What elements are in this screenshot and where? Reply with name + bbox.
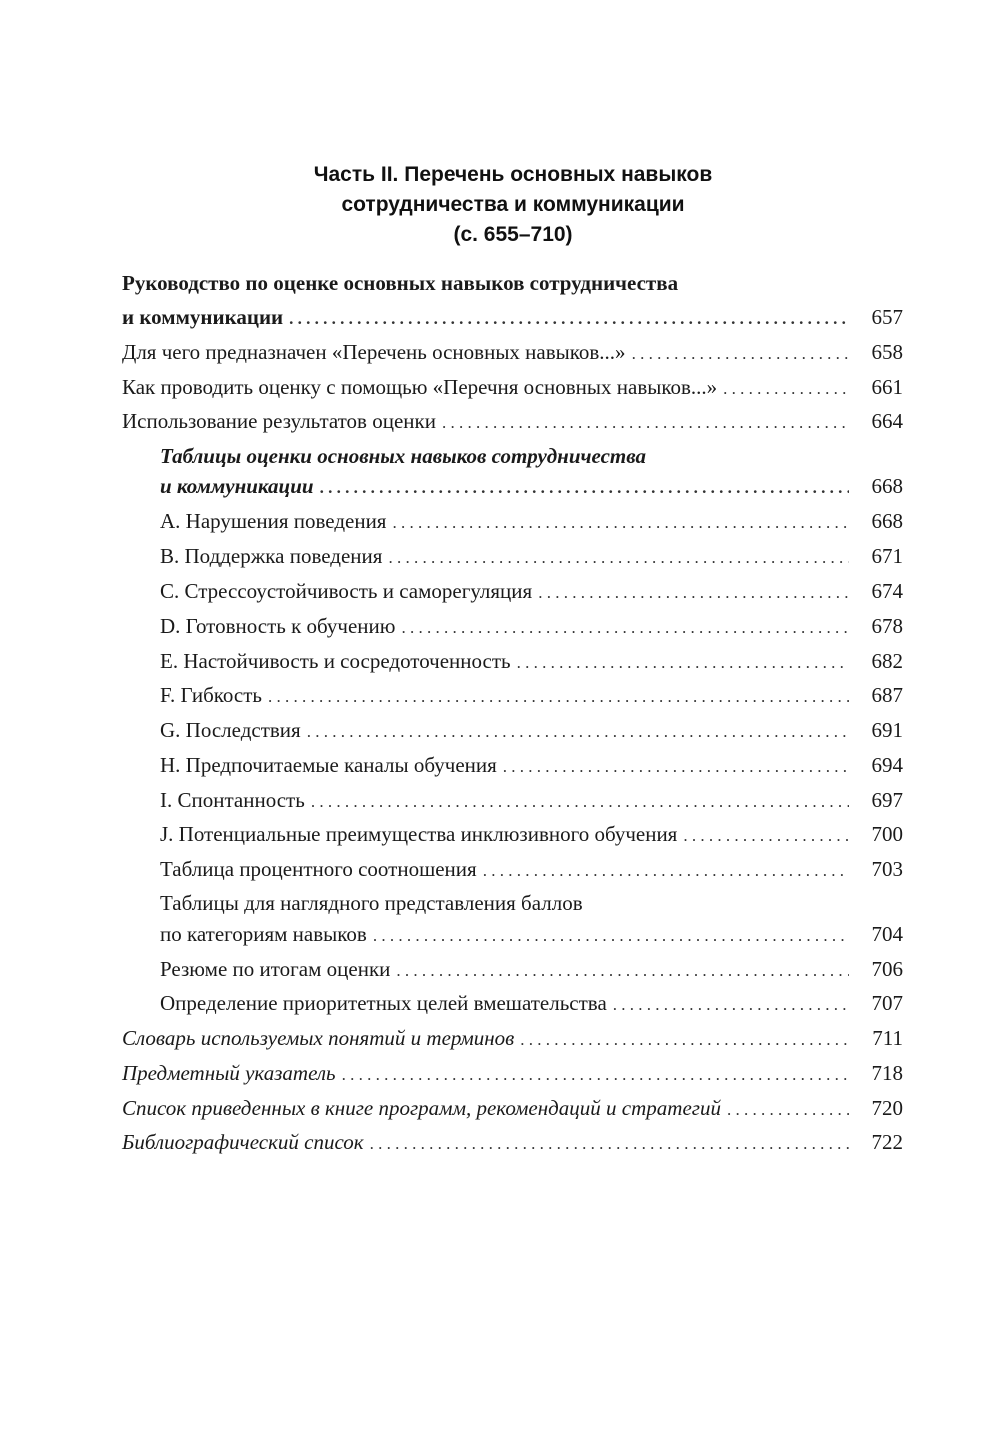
- dot-leader: [723, 372, 849, 406]
- toc-label: I. Спонтанность: [160, 788, 305, 812]
- page-number: 707: [871, 991, 903, 1015]
- toc-entry-b[interactable]: [160, 539, 903, 573]
- page-number: 668: [871, 474, 903, 498]
- toc-entry-guide[interactable]: [122, 300, 903, 334]
- dot-leader: [307, 715, 849, 749]
- page-number: 704: [871, 922, 903, 946]
- dot-leader: [311, 785, 849, 819]
- toc-label: Библиографический список: [122, 1130, 364, 1154]
- dot-leader: [401, 611, 849, 645]
- toc-label: J. Потенциальные преимущества инклюзивного обучения: [160, 822, 678, 846]
- dot-leader: [388, 541, 849, 575]
- page-number: 700: [871, 822, 903, 846]
- dot-leader: [320, 471, 849, 505]
- page-number: 668: [871, 509, 903, 533]
- toc-entry-a[interactable]: [160, 504, 903, 538]
- page-number: 718: [871, 1061, 903, 1085]
- page-number: 664: [871, 409, 903, 433]
- page-number: 674: [871, 579, 903, 603]
- toc-label: F. Гибкость: [160, 683, 262, 707]
- section-heading: [0, 160, 1000, 250]
- dot-leader: [517, 646, 849, 680]
- toc-label: Для чего предназначен «Перечень основных навыков...»: [122, 340, 626, 364]
- dot-leader: [268, 680, 849, 714]
- page-number: 682: [871, 649, 903, 673]
- page-number: 703: [871, 857, 903, 881]
- dot-leader: [483, 854, 849, 888]
- toc-entry-biblio[interactable]: [122, 1125, 903, 1159]
- dot-leader: [289, 302, 849, 336]
- page-number: 694: [871, 753, 903, 777]
- toc-visual-line1: Таблицы для наглядного представления баллов: [160, 891, 583, 915]
- dot-leader: [613, 988, 849, 1022]
- dot-leader: [520, 1023, 849, 1057]
- dot-leader: [392, 506, 849, 540]
- toc-entry-how[interactable]: [122, 370, 903, 404]
- toc-entry-f[interactable]: [160, 678, 903, 712]
- page-number: 720: [871, 1096, 903, 1120]
- page-number: 691: [871, 718, 903, 742]
- dot-leader: [727, 1093, 849, 1127]
- dot-leader: [396, 954, 849, 988]
- page-number: 687: [871, 683, 903, 707]
- toc-label: C. Стрессоустойчивость и саморегуляция: [160, 579, 533, 603]
- toc-label: Резюме по итогам оценки: [160, 957, 391, 981]
- toc-entry-c[interactable]: [160, 574, 903, 608]
- page-number: 706: [871, 957, 903, 981]
- toc-entry-d[interactable]: [160, 609, 903, 643]
- toc-guide-line1: Руководство по оценке основных навыков сотрудничества: [122, 271, 679, 295]
- dot-leader: [632, 337, 849, 371]
- toc-label: Использование результатов оценки: [122, 409, 436, 433]
- dot-leader: [442, 406, 849, 440]
- toc-label: по категориям навыков: [160, 922, 367, 946]
- dot-leader: [503, 750, 849, 784]
- page-number: 678: [871, 614, 903, 638]
- page-number: 671: [871, 544, 903, 568]
- toc-label: Как проводить оценку с помощью «Перечня основных навыков...»: [122, 375, 718, 399]
- toc-entry-glossary[interactable]: [122, 1021, 903, 1055]
- dot-leader: [370, 1127, 849, 1161]
- page-number: 658: [871, 340, 903, 364]
- toc-entry-visual[interactable]: [160, 917, 903, 951]
- toc-entry-results[interactable]: [122, 404, 903, 438]
- toc-label: G. Последствия: [160, 718, 301, 742]
- toc-guide-label: и коммуникации: [122, 305, 284, 329]
- toc-label: Словарь используемых понятий и терминов: [122, 1026, 515, 1050]
- toc-label: Предметный указатель: [122, 1061, 336, 1085]
- heading-line-1: Часть II. Перечень основных навыков: [313, 163, 713, 186]
- toc-label: Таблица процентного соотношения: [160, 857, 477, 881]
- heading-line-2: сотрудничества и коммуникации: [341, 193, 685, 216]
- page-number: 722: [871, 1130, 903, 1154]
- toc-entry-j[interactable]: [160, 817, 903, 851]
- toc-entry-e[interactable]: [160, 644, 903, 678]
- toc-tables-line1: Таблицы оценки основных навыков сотрудничества: [160, 444, 646, 468]
- toc-entry-programs[interactable]: [122, 1091, 903, 1125]
- page-number: 661: [871, 375, 903, 399]
- toc-label: B. Поддержка поведения: [160, 544, 383, 568]
- dot-leader: [683, 819, 849, 853]
- dot-leader: [538, 576, 849, 610]
- toc-entry-summary[interactable]: [160, 952, 903, 986]
- toc-entry-g[interactable]: [160, 713, 903, 747]
- toc-entry-h[interactable]: [160, 748, 903, 782]
- toc-entry-index[interactable]: [122, 1056, 903, 1090]
- page-number: 657: [871, 305, 903, 329]
- toc-label: Список приведенных в книге программ, рекомендаций и стратегий: [122, 1096, 721, 1120]
- toc-entry-percent[interactable]: [160, 852, 903, 886]
- toc-label: A. Нарушения поведения: [160, 509, 387, 533]
- toc-entry-tables[interactable]: [160, 469, 903, 503]
- toc-label: E. Настойчивость и сосредоточенность: [160, 649, 511, 673]
- page-number: 697: [871, 788, 903, 812]
- heading-line-3: (с. 655–710): [453, 223, 573, 246]
- toc-entry-priority[interactable]: [160, 986, 903, 1020]
- toc-label: Определение приоритетных целей вмешательства: [160, 991, 607, 1015]
- toc-tables-label: и коммуникации: [160, 474, 314, 498]
- toc-entry-purpose[interactable]: [122, 335, 903, 369]
- dot-leader: [342, 1058, 849, 1092]
- page-number: 711: [872, 1026, 903, 1050]
- toc-label: D. Готовность к обучению: [160, 614, 396, 638]
- dot-leader: [373, 919, 849, 953]
- toc-entry-i[interactable]: [160, 783, 903, 817]
- toc-label: H. Предпочитаемые каналы обучения: [160, 753, 497, 777]
